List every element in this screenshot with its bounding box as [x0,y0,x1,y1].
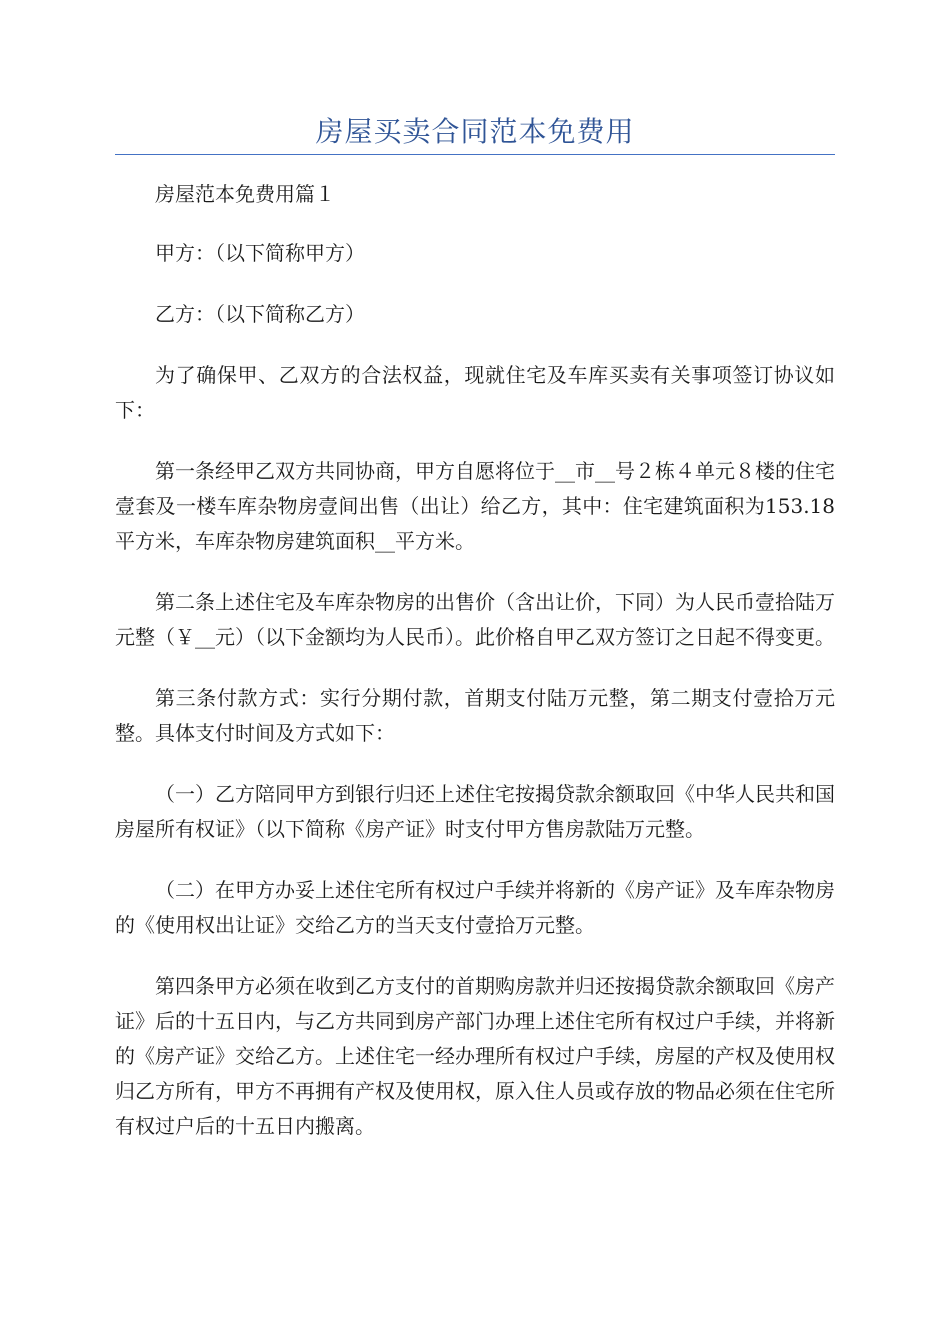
article-4-paragraph: 第四条甲方必须在收到乙方支付的首期购房款并归还按揭贷款余额取回《房产证》后的十五日内，与乙方共同到房产部门办理上述住宅所有权过户手续，并将新的《房产证》交给乙方。上述住宅一经办理所有权过户手续，房屋的产权及使用权归乙方所有，甲方不再拥有产权及使用权，原入住人员或存放的物品必须在住宅所有权过户后的十五日内搬离。 [115,974,835,1138]
article-3-paragraph: 第三条付款方式：实行分期付款，首期支付陆万元整，第二期支付壹拾万元整。具体支付时间及方式如下： [115,686,835,745]
title-underline [115,154,835,155]
party-a-line: 甲方：（以下简称甲方） [155,241,365,265]
document-title: 房屋买卖合同范本免费用 [315,115,635,148]
document-page [115,0,835,1170]
article-2-paragraph: 第二条上述住宅及车库杂物房的出售价（含出让价，下同）为人民币壹拾陆万元整（￥__元）（以下金额均为人民币）。此价格自甲乙双方签订之日起不得变更。 [115,590,835,649]
document-body [115,177,835,1144]
article-3-item-1: （一）乙方陪同甲方到银行归还上述住宅按揭贷款余额取回《中华人民共和国房屋所有权证》（以下简称《房产证》时支付甲方售房款陆万元整。 [115,782,835,841]
article-3-item-2: （二）在甲方办妥上述住宅所有权过户手续并将新的《房产证》及车库杂物房的《使用权出让证》交给乙方的当天支付壹拾万元整。 [115,878,835,937]
party-b-line: 乙方：（以下简称乙方） [155,302,365,326]
preamble-paragraph: 为了确保甲、乙双方的合法权益，现就住宅及车库买卖有关事项签订协议如下： [115,363,835,422]
section-heading: 房屋范本免费用篇１ [155,182,335,206]
article-1-paragraph: 第一条经甲乙双方共同协商，甲方自愿将位于__市__号２栋４单元８楼的住宅壹套及一楼车库杂物房壹间出售（出让）给乙方，其中：住宅建筑面积为153.18平方米，车库杂物房建筑面积__平方米。 [115,459,835,553]
